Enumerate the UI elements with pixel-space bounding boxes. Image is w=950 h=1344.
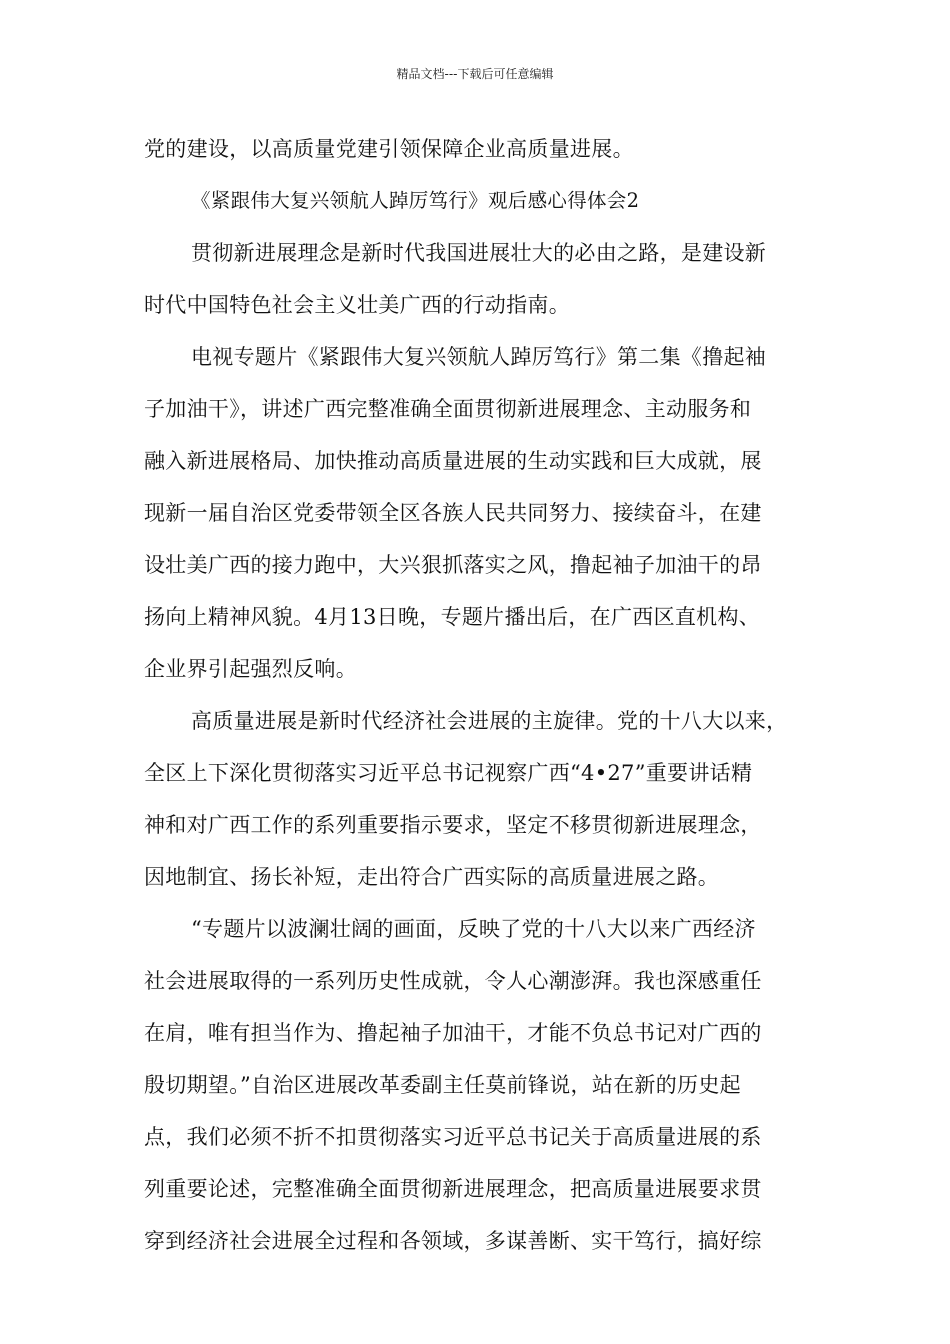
- paragraph-line: 企业界引起强烈反响。: [144, 657, 357, 681]
- paragraph-line: 全区上下深化贯彻落实习近平总书记视察广西“4•27”重要讲话精: [144, 761, 753, 785]
- document-body: [144, 123, 812, 1267]
- paragraph-line: 在肩，唯有担当作为、撸起袖子加油干，才能不负总书记对广西的: [144, 1021, 762, 1045]
- page-header: 精品文档---下载后可任意编辑: [396, 67, 554, 81]
- paragraph-line: 点，我们必须不折不扣贯彻落实习近平总书记关于高质量进展的系: [144, 1125, 762, 1149]
- paragraph-line: 时代中国特色社会主义壮美广西的行动指南。: [144, 293, 570, 317]
- paragraph-line: 现新一届自治区党委带领全区各族人民共同努力、接续奋斗，在建: [144, 501, 762, 525]
- paragraph-line: 贯彻新进展理念是新时代我国进展壮大的必由之路，是建设新: [191, 241, 767, 265]
- paragraph-line: “专题片以波澜壮阔的画面，反映了党的十八大以来广西经济: [191, 917, 756, 941]
- paragraph-line: 融入新进展格局、加快推动高质量进展的生动实践和巨大成就，展: [144, 449, 762, 473]
- paragraph-line: 电视专题片《紧跟伟大复兴领航人踔厉笃行》第二集《撸起袖: [191, 345, 767, 369]
- paragraph-line: 列重要论述，完整准确全面贯彻新进展理念，把高质量进展要求贯: [144, 1177, 762, 1201]
- paragraph-line: 扬向上精神风貌。4月13日晚，专题片播出后，在广西区直机构、: [144, 605, 761, 629]
- paragraph-line: 子加油干》，讲述广西完整准确全面贯彻新进展理念、主动服务和: [144, 397, 752, 421]
- paragraph-line: 殷切期望。”自治区进展改革委副主任莫前锋说，站在新的历史起: [144, 1073, 741, 1097]
- paragraph-line: 高质量进展是新时代经济社会进展的主旋律。党的十八大以来，: [191, 709, 788, 733]
- paragraph-line: 社会进展取得的一系列历史性成就，令人心潮澎湃。我也深感重任: [144, 969, 762, 993]
- paragraph-line: 党的建设，以高质量党建引领保障企业高质量进展。: [144, 137, 634, 161]
- section-title: 《紧跟伟大复兴领航人踔厉笃行》观后感心得体会2: [191, 189, 640, 212]
- paragraph-line: 穿到经济社会进展全过程和各领域，多谋善断、实干笃行，搞好综: [144, 1229, 762, 1253]
- paragraph-line: 因地制宜、扬长补短，走出符合广西实际的高质量进展之路。: [144, 865, 720, 889]
- paragraph-line: 神和对广西工作的系列重要指示要求，坚定不移贯彻新进展理念，: [144, 813, 762, 837]
- paragraph-line: 设壮美广西的接力跑中，大兴狠抓落实之风，撸起袖子加油干的昂: [144, 553, 762, 577]
